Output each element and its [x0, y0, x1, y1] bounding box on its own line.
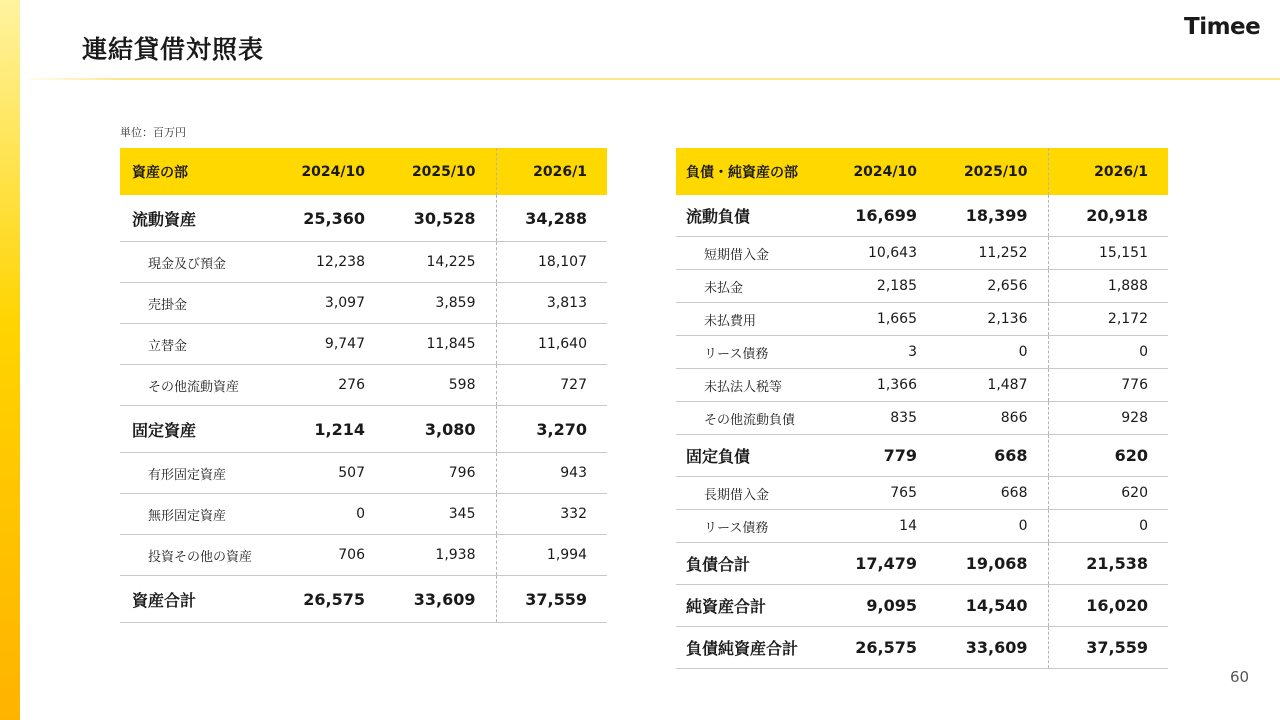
row-value-col-1: 3,097 [274, 283, 385, 324]
row-value-col-2: 3,080 [385, 406, 496, 453]
table-row [120, 535, 607, 576]
table-row [676, 627, 1168, 669]
row-value-col-3: 928 [1048, 402, 1168, 435]
brand-logo: Timee [1184, 14, 1261, 40]
row-label: 負債合計 [676, 543, 826, 585]
row-label: その他流動資産 [120, 365, 274, 406]
table-row [120, 494, 607, 535]
row-value-col-2: 2,136 [937, 303, 1048, 336]
row-value-col-2: 30,528 [385, 195, 496, 242]
row-value-col-2: 0 [937, 336, 1048, 369]
row-value-col-2: 866 [937, 402, 1048, 435]
row-label: 無形固定資産 [120, 494, 274, 535]
assets-header-col-2: 2025/10 [385, 148, 496, 195]
row-value-col-3: 15,151 [1048, 237, 1168, 270]
row-value-col-2: 3,859 [385, 283, 496, 324]
row-value-col-1: 9,747 [274, 324, 385, 365]
row-value-col-3: 776 [1048, 369, 1168, 402]
row-label: 流動資産 [120, 195, 274, 242]
header-divider [20, 78, 1280, 80]
liabilities-header-col-2: 2025/10 [937, 148, 1048, 195]
assets-header-col-1: 2024/10 [274, 148, 385, 195]
row-value-col-1: 779 [826, 435, 937, 477]
row-value-col-2: 33,609 [385, 576, 496, 623]
row-label: 固定資産 [120, 406, 274, 453]
row-value-col-3: 2,172 [1048, 303, 1168, 336]
row-value-col-1: 1,214 [274, 406, 385, 453]
table-row [676, 369, 1168, 402]
row-label: その他流動負債 [676, 402, 826, 435]
row-value-col-1: 1,665 [826, 303, 937, 336]
row-value-col-1: 706 [274, 535, 385, 576]
row-label: 未払金 [676, 270, 826, 303]
table-row [120, 283, 607, 324]
row-value-col-1: 9,095 [826, 585, 937, 627]
table-row [676, 585, 1168, 627]
row-value-col-3: 1,888 [1048, 270, 1168, 303]
row-label: リース債務 [676, 510, 826, 543]
liabilities-header-row [676, 148, 1168, 195]
liabilities-header-col-3: 2026/1 [1048, 148, 1168, 195]
page-title: 連結貸借対照表 [82, 35, 265, 64]
row-value-col-3: 11,640 [496, 324, 607, 365]
row-value-col-3: 943 [496, 453, 607, 494]
table-row [120, 406, 607, 453]
row-value-col-3: 0 [1048, 510, 1168, 543]
assets-header-label: 資産の部 [120, 148, 274, 195]
row-value-col-1: 14 [826, 510, 937, 543]
row-value-col-2: 796 [385, 453, 496, 494]
row-value-col-1: 1,366 [826, 369, 937, 402]
row-label: 負債純資産合計 [676, 627, 826, 669]
row-value-col-1: 0 [274, 494, 385, 535]
left-accent-bar [0, 0, 20, 720]
assets-header-row [120, 148, 607, 195]
row-value-col-2: 19,068 [937, 543, 1048, 585]
table-row [120, 576, 607, 623]
row-value-col-3: 34,288 [496, 195, 607, 242]
row-value-col-2: 11,252 [937, 237, 1048, 270]
row-label: 純資産合計 [676, 585, 826, 627]
row-value-col-2: 345 [385, 494, 496, 535]
row-value-col-3: 3,270 [496, 406, 607, 453]
page-number: 60 [1230, 668, 1250, 686]
row-label: 未払法人税等 [676, 369, 826, 402]
assets-table [120, 148, 607, 623]
row-label: 流動負債 [676, 195, 826, 237]
row-value-col-3: 620 [1048, 477, 1168, 510]
table-row [676, 402, 1168, 435]
table-row [676, 435, 1168, 477]
row-value-col-1: 10,643 [826, 237, 937, 270]
table-row [676, 510, 1168, 543]
liabilities-table [676, 148, 1168, 669]
liabilities-header-label: 負債・純資産の部 [676, 148, 826, 195]
row-value-col-1: 276 [274, 365, 385, 406]
row-value-col-3: 332 [496, 494, 607, 535]
unit-label: 単位：百万円 [120, 126, 186, 139]
row-value-col-3: 37,559 [496, 576, 607, 623]
row-value-col-2: 2,656 [937, 270, 1048, 303]
assets-header-col-3: 2026/1 [496, 148, 607, 195]
table-row [120, 195, 607, 242]
row-value-col-2: 1,938 [385, 535, 496, 576]
row-label: 投資その他の資産 [120, 535, 274, 576]
table-row [120, 453, 607, 494]
row-value-col-2: 18,399 [937, 195, 1048, 237]
row-value-col-1: 507 [274, 453, 385, 494]
row-value-col-2: 0 [937, 510, 1048, 543]
table-row [676, 477, 1168, 510]
row-value-col-1: 26,575 [826, 627, 937, 669]
row-label: 資産合計 [120, 576, 274, 623]
row-label: 立替金 [120, 324, 274, 365]
table-row [120, 324, 607, 365]
row-value-col-2: 14,540 [937, 585, 1048, 627]
row-value-col-3: 21,538 [1048, 543, 1168, 585]
row-value-col-1: 17,479 [826, 543, 937, 585]
table-row [120, 365, 607, 406]
row-label: 未払費用 [676, 303, 826, 336]
row-value-col-3: 20,918 [1048, 195, 1168, 237]
row-value-col-3: 620 [1048, 435, 1168, 477]
row-value-col-1: 835 [826, 402, 937, 435]
row-value-col-3: 3,813 [496, 283, 607, 324]
row-value-col-2: 11,845 [385, 324, 496, 365]
row-value-col-2: 14,225 [385, 242, 496, 283]
table-row [676, 195, 1168, 237]
row-label: リース債務 [676, 336, 826, 369]
row-value-col-3: 18,107 [496, 242, 607, 283]
row-value-col-3: 37,559 [1048, 627, 1168, 669]
table-row [676, 237, 1168, 270]
row-value-col-2: 33,609 [937, 627, 1048, 669]
row-label: 長期借入金 [676, 477, 826, 510]
row-value-col-3: 1,994 [496, 535, 607, 576]
table-row [676, 336, 1168, 369]
table-row [120, 242, 607, 283]
row-value-col-1: 26,575 [274, 576, 385, 623]
liabilities-header-col-1: 2024/10 [826, 148, 937, 195]
row-value-col-1: 2,185 [826, 270, 937, 303]
row-value-col-2: 1,487 [937, 369, 1048, 402]
row-value-col-1: 3 [826, 336, 937, 369]
row-value-col-3: 0 [1048, 336, 1168, 369]
row-value-col-2: 668 [937, 477, 1048, 510]
table-row [676, 543, 1168, 585]
row-value-col-1: 765 [826, 477, 937, 510]
row-value-col-2: 598 [385, 365, 496, 406]
row-label: 売掛金 [120, 283, 274, 324]
row-label: 有形固定資産 [120, 453, 274, 494]
table-row [676, 270, 1168, 303]
row-label: 現金及び預金 [120, 242, 274, 283]
row-value-col-3: 727 [496, 365, 607, 406]
row-value-col-1: 25,360 [274, 195, 385, 242]
row-value-col-1: 12,238 [274, 242, 385, 283]
row-value-col-1: 16,699 [826, 195, 937, 237]
row-value-col-3: 16,020 [1048, 585, 1168, 627]
row-label: 短期借入金 [676, 237, 826, 270]
row-value-col-2: 668 [937, 435, 1048, 477]
table-row [676, 303, 1168, 336]
row-label: 固定負債 [676, 435, 826, 477]
